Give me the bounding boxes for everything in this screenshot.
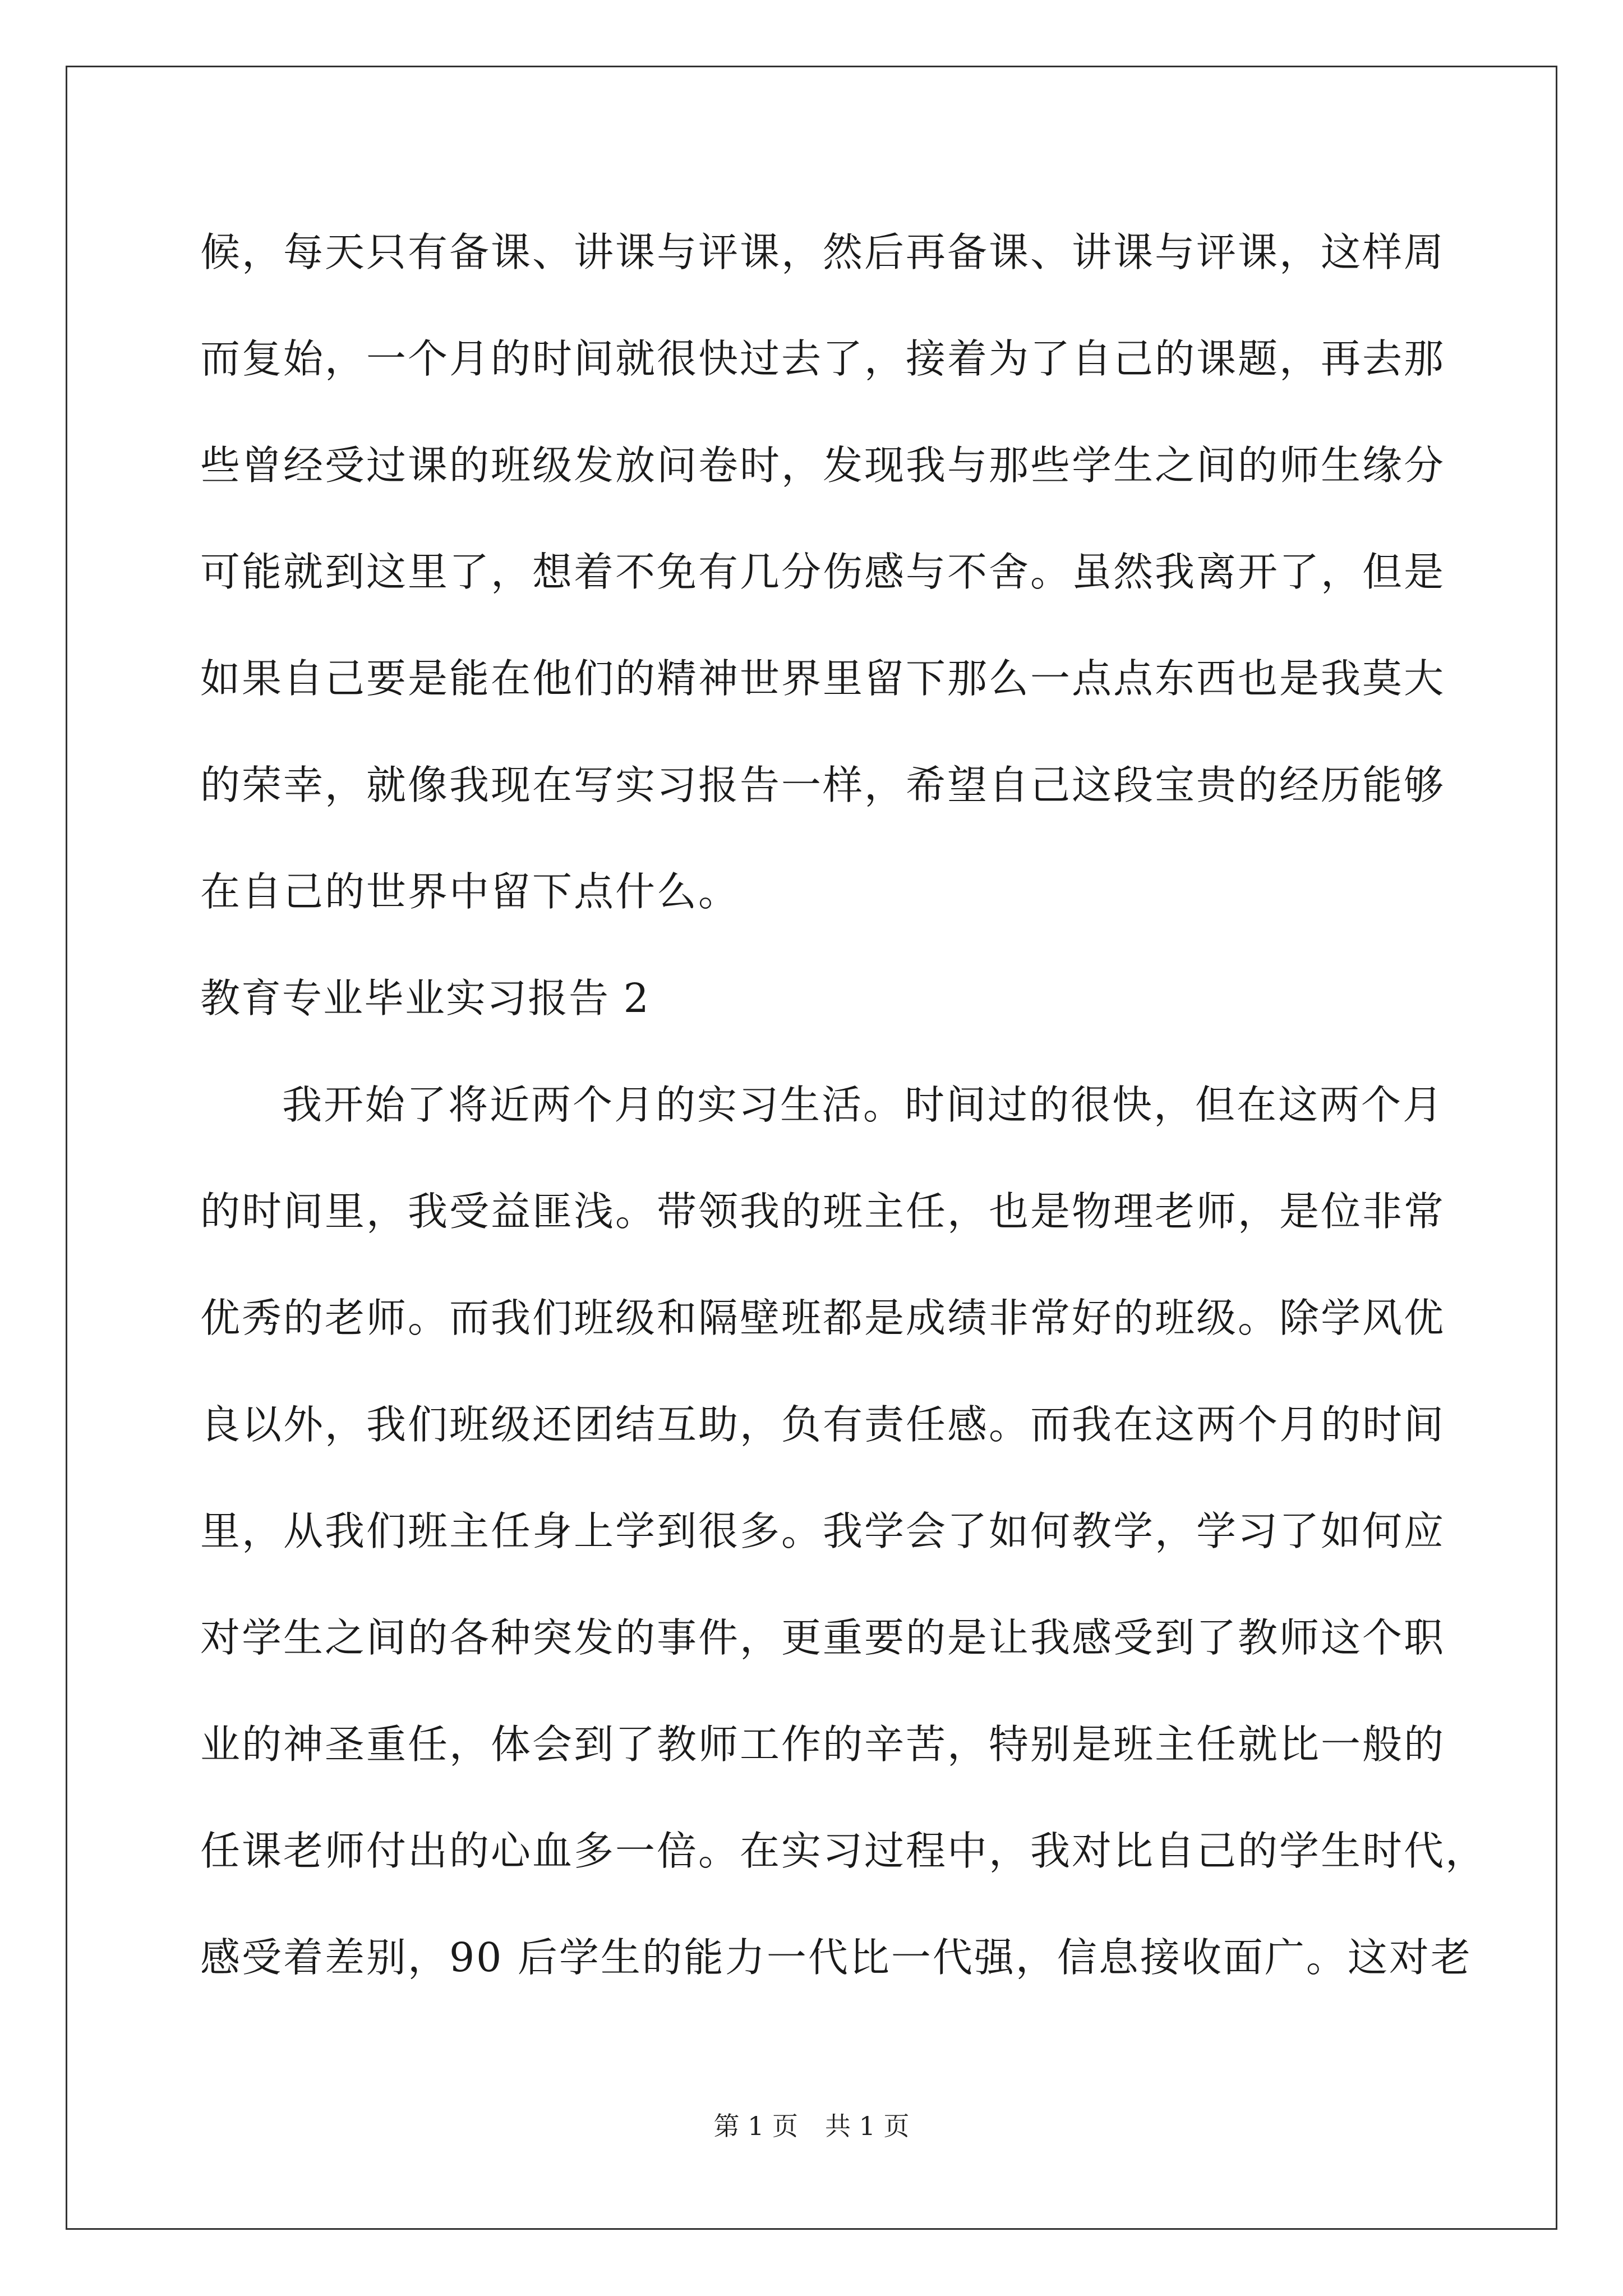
- page-footer: [0, 2109, 1623, 2143]
- paragraph-2-line-1: 我开始了将近两个月的实习生活。时间过的很快，但在这两个月: [282, 1082, 1445, 1128]
- paragraph-2-line-9: 感受着差别，90 后学生的能力一代比一代强，信息接收面广。这对老: [200, 1934, 1472, 1981]
- paragraph-1-line-7: 在自己的世界中留下点什么。: [200, 868, 740, 915]
- paragraph-2-line-2: 的时间里，我受益匪浅。带领我的班主任，也是物理老师，是位非常: [200, 1188, 1446, 1235]
- paragraph-2-line-5: 里，从我们班主任身上学到很多。我学会了如何教学，学习了如何应: [200, 1508, 1446, 1554]
- section-heading: 教育专业毕业实习报告 2: [200, 975, 650, 1022]
- paragraph-1-line-1: 候，每天只有备课、讲课与评课，然后再备课、讲课与评课，这样周: [200, 229, 1446, 275]
- page-border: [66, 66, 1557, 2230]
- paragraph-2-line-3: 优秀的老师。而我们班级和隔壁班都是成绩非常好的班级。除学风优: [200, 1295, 1446, 1341]
- paragraph-2-line-8: 任课老师付出的心血多一倍。在实习过程中，我对比自己的学生时代，: [200, 1828, 1487, 1874]
- paragraph-1-line-3: 些曾经受过课的班级发放问卷时，发现我与那些学生之间的师生缘分: [200, 442, 1446, 489]
- paragraph-1-line-4: 可能就到这里了，想着不免有几分伤感与不舍。虽然我离开了，但是: [200, 549, 1446, 595]
- paragraph-2-line-4: 良以外，我们班级还团结互助，负有责任感。而我在这两个月的时间: [200, 1401, 1446, 1448]
- paragraph-1-line-6: 的荣幸，就像我现在写实习报告一样，希望自己这段宝贵的经历能够: [200, 762, 1446, 808]
- paragraph-1-line-5: 如果自己要是能在他们的精神世界里留下那么一点点东西也是我莫大: [200, 655, 1446, 702]
- paragraph-2-line-7: 业的神圣重任，体会到了教师工作的辛苦，特别是班主任就比一般的: [200, 1721, 1446, 1768]
- paragraph-1-line-2: 而复始，一个月的时间就很快过去了，接着为了自己的课题，再去那: [200, 335, 1446, 382]
- paragraph-2-line-6: 对学生之间的各种突发的事件，更重要的是让我感受到了教师这个职: [200, 1614, 1446, 1661]
- page-total-label: 共 1 页: [825, 2111, 910, 2141]
- page-number-label: 第 1 页: [713, 2111, 798, 2141]
